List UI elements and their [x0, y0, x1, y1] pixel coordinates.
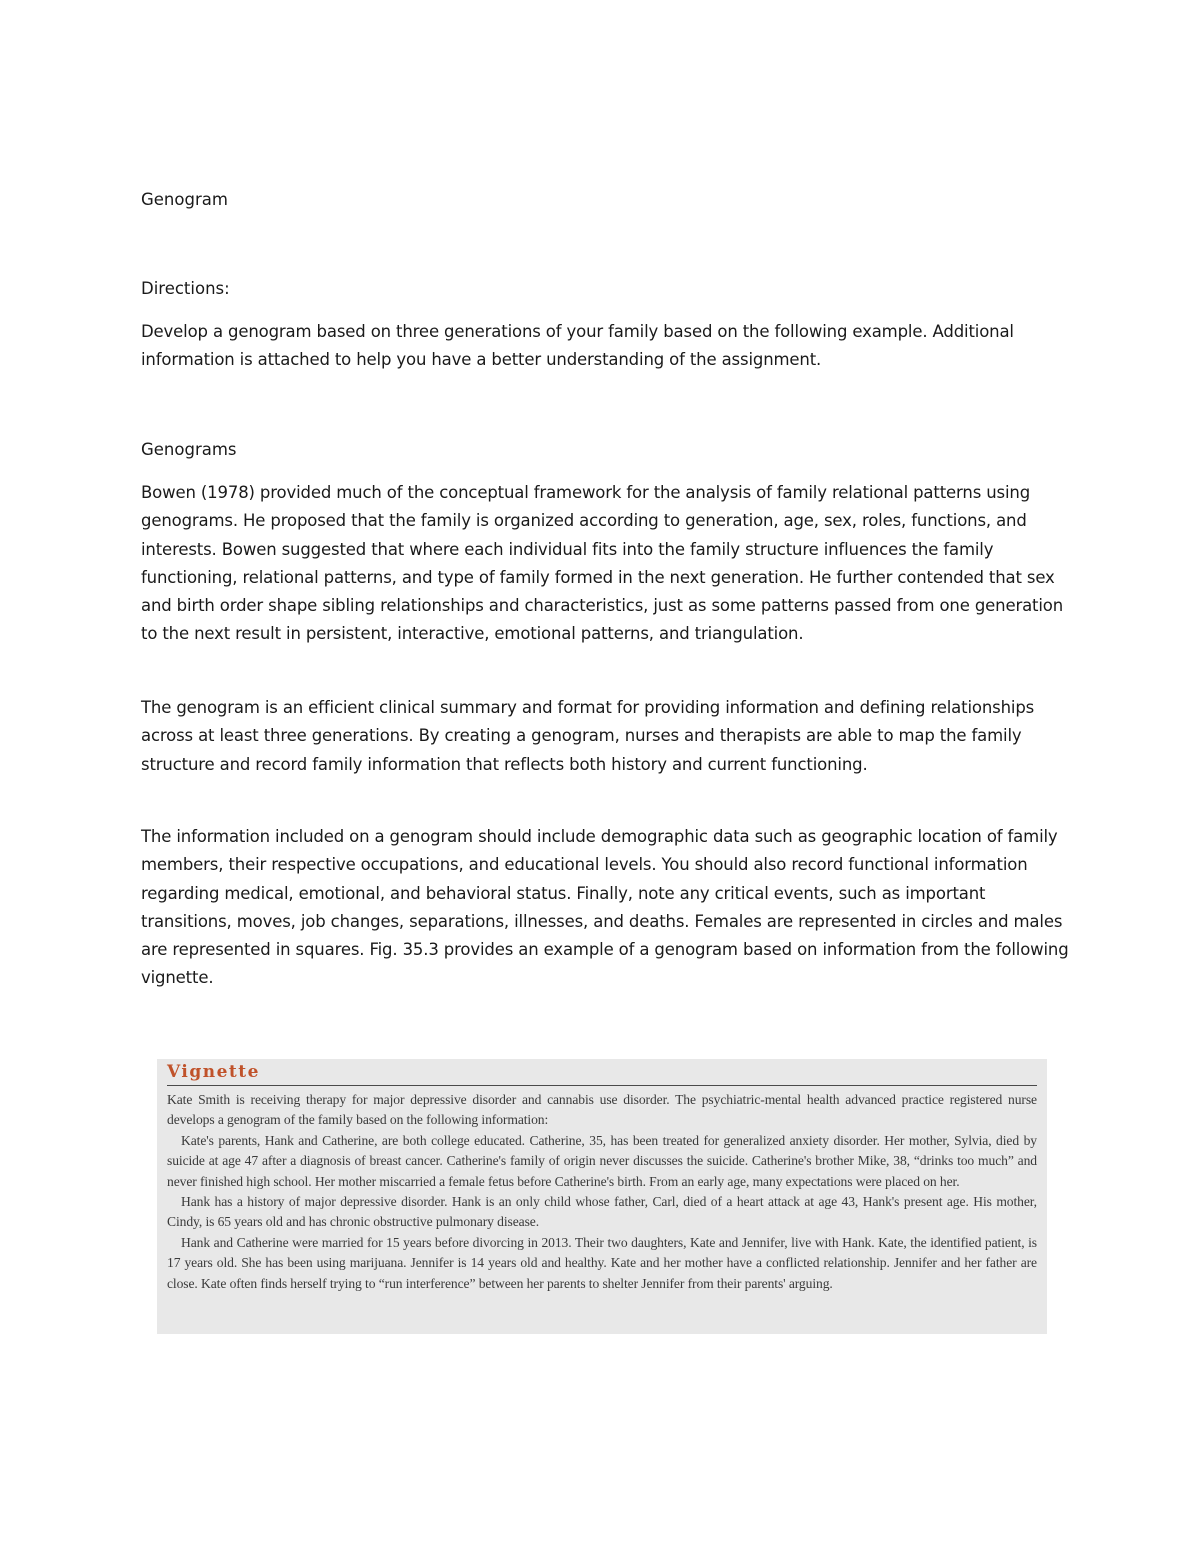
vignette-paragraph: Kate Smith is receiving therapy for major depressive disorder and cannabis use disorder. The psychiatric-mental health advanced practice registered nurse develops a genogram of the family based on the following information: — [167, 1092, 1037, 1128]
directions-label: Directions: — [141, 279, 230, 298]
directions-text: Develop a genogram based on three generations of your family based on the following example. Additional information is attached to help you have a better understanding of the assignment. — [141, 322, 1014, 370]
document-title: Genogram — [141, 190, 228, 209]
vignette-paragraph: Kate's parents, Hank and Catherine, are both college educated. Catherine, 35, has been treated for generalized anxiety disorder. Her mother, Sylvia, died by suicide at age 47 after a diagnosis of breast cancer. Catherine's family of origin never discusses the suicide. Catherine's brother Mike, 38, “drinks too much” and never finished high school. Her mother miscarried a female fetus before Catherine's birth. From an early age, many expectations were placed on her. — [167, 1132, 1037, 1189]
vignette-title: Vignette — [167, 1061, 1037, 1086]
body-paragraph: Bowen (1978) provided much of the conceptual framework for the analysis of family relational patterns using genograms. He proposed that the family is organized according to generation, age, sex, roles, functions, and interests. Bowen suggested that where each individual fits into the family structure influences the family functioning, relational patterns, and type of family formed in the next generation. He further contended that sex and birth order shape sibling relationships and characteristics, just as some patterns passed from one generation to the next result in persistent, interactive, emotional patterns, and triangulation. — [141, 483, 1064, 644]
vignette-paragraph: Hank and Catherine were married for 15 years before divorcing in 2013. Their two daughters, Kate and Jennifer, live with Hank. Kate, the identified patient, is 17 years old. She has been using marijuana. Jennifer is 14 years old and healthy. Kate and her mother have a conflicted relationship. Jennifer and her father are close. Kate often finds herself trying to “run interference” between her parents to shelter Jennifer from their parents' arguing. — [167, 1234, 1037, 1291]
section-heading: Genograms — [141, 440, 237, 459]
body-paragraph: The genogram is an efficient clinical summary and format for providing information and defining relationships across at least three generations. By creating a genogram, nurses and therapists are able to map the family structure and record family information that reflects both history and current functioning. — [141, 698, 1035, 774]
vignette-box — [157, 1059, 1047, 1334]
vignette-body — [167, 1090, 1037, 1294]
body-paragraph: The information included on a genogram should include demographic data such as geographic location of family members, their respective occupations, and educational levels. You should also record functional information regarding medical, emotional, and behavioral status. Finally, note any critical events, such as important transitions, moves, job changes, separations, illnesses, and deaths. Females are represented in circles and males are represented in squares. Fig. 35.3 provides an example of a genogram based on information from the following vignette. — [141, 827, 1069, 988]
vignette-paragraph: Hank has a history of major depressive disorder. Hank is an only child whose father, Carl, died of a heart attack at age 43, Hank's present age. His mother, Cindy, is 65 years old and has chronic obstructive pulmonary disease. — [167, 1194, 1037, 1230]
